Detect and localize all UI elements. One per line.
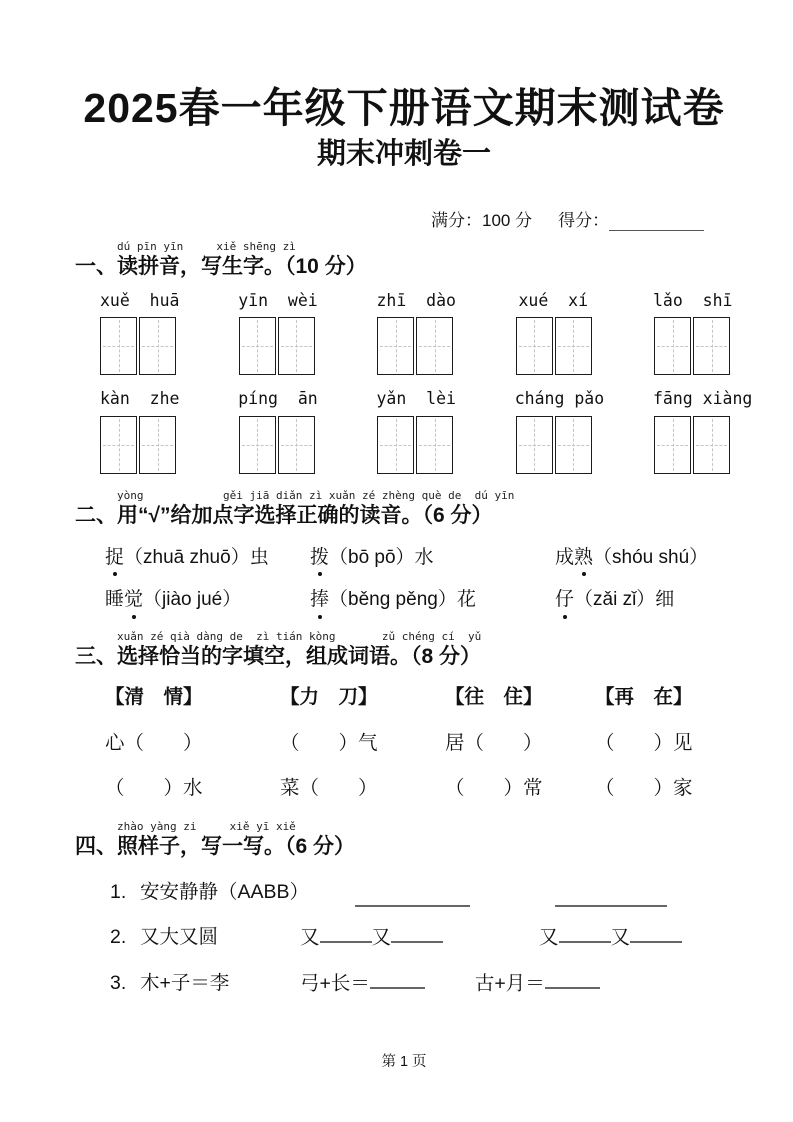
pinyin-label: xué xí <box>518 291 589 311</box>
dotted-char: 觉 <box>124 586 143 615</box>
page-title: 2025春一年级下册语文期末测试卷 <box>83 85 725 131</box>
tianzige-cell <box>555 317 592 375</box>
tianzige-pair <box>377 416 453 474</box>
tianzige-pair <box>100 416 176 474</box>
pinyin-label: píng ān <box>238 389 318 409</box>
choice-pair: 【再 在】 <box>595 686 693 709</box>
section-3-heading: 三、选择恰当的字填空，组成词语。（8 分） <box>75 645 482 669</box>
dotted-char: 捧 <box>310 586 329 615</box>
item-prefix: 睡 <box>105 589 125 611</box>
answer-blank <box>391 923 443 943</box>
item-options: （běng pěng）花 <box>329 589 476 611</box>
section-2 <box>75 490 733 615</box>
section-1 <box>75 239 753 474</box>
pronunciation-item <box>310 544 555 573</box>
tianzige-cell <box>516 317 553 375</box>
choice-pair: 【往 住】 <box>445 686 543 709</box>
fill-row-1 <box>105 729 733 758</box>
tianzige-cell <box>416 416 453 474</box>
answer-blank <box>370 969 425 989</box>
tianzige-cell <box>139 416 176 474</box>
tianzige-cell <box>377 416 414 474</box>
choice-pair: 【力 刀】 <box>280 686 378 709</box>
section-4 <box>75 821 733 998</box>
item-number: 3. <box>110 972 127 995</box>
fill-item: （ ）气 <box>280 731 378 754</box>
item-example: 安安静静（AABB） <box>140 880 310 903</box>
pattern-char: 又 <box>539 926 559 949</box>
tianzige-cell <box>239 416 276 474</box>
tianzige-cell <box>516 416 553 474</box>
item-example: 又大又圆 <box>140 926 219 949</box>
pinyin-label: cháng pǎo <box>514 389 605 409</box>
section-4-heading: 四、照样子，写一写。（6 分） <box>75 835 356 859</box>
tianzige-cell <box>278 317 315 375</box>
pronunciation-row-2 <box>105 586 733 615</box>
pattern-group <box>300 923 443 953</box>
answer-blank <box>630 923 682 943</box>
fill-item: （ ）见 <box>595 731 693 754</box>
tianzige-row-1 <box>100 317 730 375</box>
pronunciation-item <box>310 586 555 615</box>
section-4-pinyin: zhào yàng zi xiě yī xiě <box>117 820 296 834</box>
item-options: （bō pō）水 <box>329 546 434 568</box>
tianzige-cell <box>100 416 137 474</box>
section-2-heading: 二、用“√”给加点字选择正确的读音。（6 分） <box>75 503 493 527</box>
formula-text: 弓+长＝ <box>300 972 370 995</box>
pattern-char: 又 <box>610 926 631 949</box>
tianzige-pair <box>377 317 453 375</box>
answer-blank <box>320 923 372 943</box>
tianzige-pair <box>516 317 592 375</box>
tianzige-cell <box>416 317 453 375</box>
pinyin-row-1 <box>100 289 733 312</box>
pinyin-label: lǎo shī <box>653 291 733 311</box>
full-score-label: 满分：100 分 <box>431 210 533 230</box>
pinyin-label: xuě huā <box>100 291 180 311</box>
item-options: （zhuā zhuō）虫 <box>124 546 269 568</box>
item-example: 木+子＝李 <box>140 972 230 995</box>
page-subtitle: 期末冲刺卷一 <box>316 138 491 171</box>
pattern-group <box>539 923 682 953</box>
section-1-heading: 一、读拼音，写生字。（10 分） <box>75 254 367 278</box>
tianzige-pair <box>100 317 176 375</box>
dotted-char: 仔 <box>555 586 574 615</box>
pinyin-label: yīn wèi <box>238 291 318 311</box>
pronunciation-item <box>555 586 733 615</box>
answer-blank <box>355 886 470 906</box>
pinyin-label: yǎn lèi <box>376 389 456 409</box>
pronunciation-item <box>105 586 310 615</box>
tianzige-pair <box>654 317 730 375</box>
dotted-char: 熟 <box>574 544 593 573</box>
fill-item: 菜（ ） <box>280 776 378 799</box>
pinyin-label: fāng xiàng <box>653 389 753 409</box>
pronunciation-item <box>555 544 733 573</box>
page-number: 第 1 页 <box>381 1054 427 1071</box>
fill-item: 居（ ） <box>445 731 543 754</box>
item-options: （zǎi zǐ）细 <box>574 589 675 611</box>
fill-item: （ ）水 <box>105 776 203 799</box>
fill-item: 心（ ） <box>105 731 203 754</box>
formula-group <box>475 969 600 999</box>
pronunciation-row-1 <box>105 544 733 573</box>
dotted-char: 拨 <box>310 544 329 573</box>
pattern-item-2 <box>110 923 733 953</box>
tianzige-cell <box>100 317 137 375</box>
pattern-char: 又 <box>300 926 320 949</box>
section-2-pinyin: yòng gěi jiā diǎn zì xuǎn zé zhèng què de dú yīn <box>117 488 515 502</box>
item-prefix: 成 <box>555 546 575 568</box>
tianzige-cell <box>239 317 276 375</box>
score-label: 得分： <box>558 210 610 230</box>
score-line <box>75 206 733 231</box>
item-number: 2. <box>110 926 127 949</box>
item-options: （jiào jué） <box>143 589 242 611</box>
section-3 <box>75 631 733 803</box>
pattern-char: 又 <box>371 926 392 949</box>
answer-blank <box>559 923 611 943</box>
fill-item: （ ）家 <box>595 776 693 799</box>
pattern-item-1 <box>110 878 733 907</box>
tianzige-cell <box>654 416 691 474</box>
answer-blank <box>555 886 667 906</box>
score-blank <box>609 212 704 231</box>
pinyin-label: zhī dào <box>376 291 456 311</box>
choice-pairs-row <box>105 683 733 712</box>
choice-pair: 【清 情】 <box>105 686 203 709</box>
formula-group <box>300 969 425 999</box>
tianzige-cell <box>654 317 691 375</box>
answer-blank <box>545 969 600 989</box>
pronunciation-item <box>105 544 310 573</box>
tianzige-pair <box>239 416 315 474</box>
tianzige-cell <box>139 317 176 375</box>
item-options: （shóu shú） <box>593 546 709 568</box>
tianzige-pair <box>516 416 592 474</box>
item-number: 1. <box>110 880 127 903</box>
tianzige-cell <box>693 416 730 474</box>
dotted-char: 捉 <box>105 544 124 573</box>
pinyin-label: kàn zhe <box>100 389 180 409</box>
fill-row-2 <box>105 774 733 803</box>
pinyin-row-2 <box>100 387 753 410</box>
section-3-pinyin: xuǎn zé qià dàng de zì tián kòng zǔ chéng cí yǔ <box>117 629 482 643</box>
tianzige-cell <box>278 416 315 474</box>
fill-item: （ ）常 <box>445 776 543 799</box>
formula-text: 古+月＝ <box>474 972 545 995</box>
tianzige-cell <box>555 416 592 474</box>
pattern-item-3 <box>110 969 733 999</box>
tianzige-pair <box>654 416 730 474</box>
tianzige-cell <box>693 317 730 375</box>
tianzige-pair <box>239 317 315 375</box>
tianzige-cell <box>377 317 414 375</box>
tianzige-row-2 <box>100 416 730 474</box>
section-1-pinyin: dú pīn yīn xiě shēng zì <box>117 239 296 253</box>
